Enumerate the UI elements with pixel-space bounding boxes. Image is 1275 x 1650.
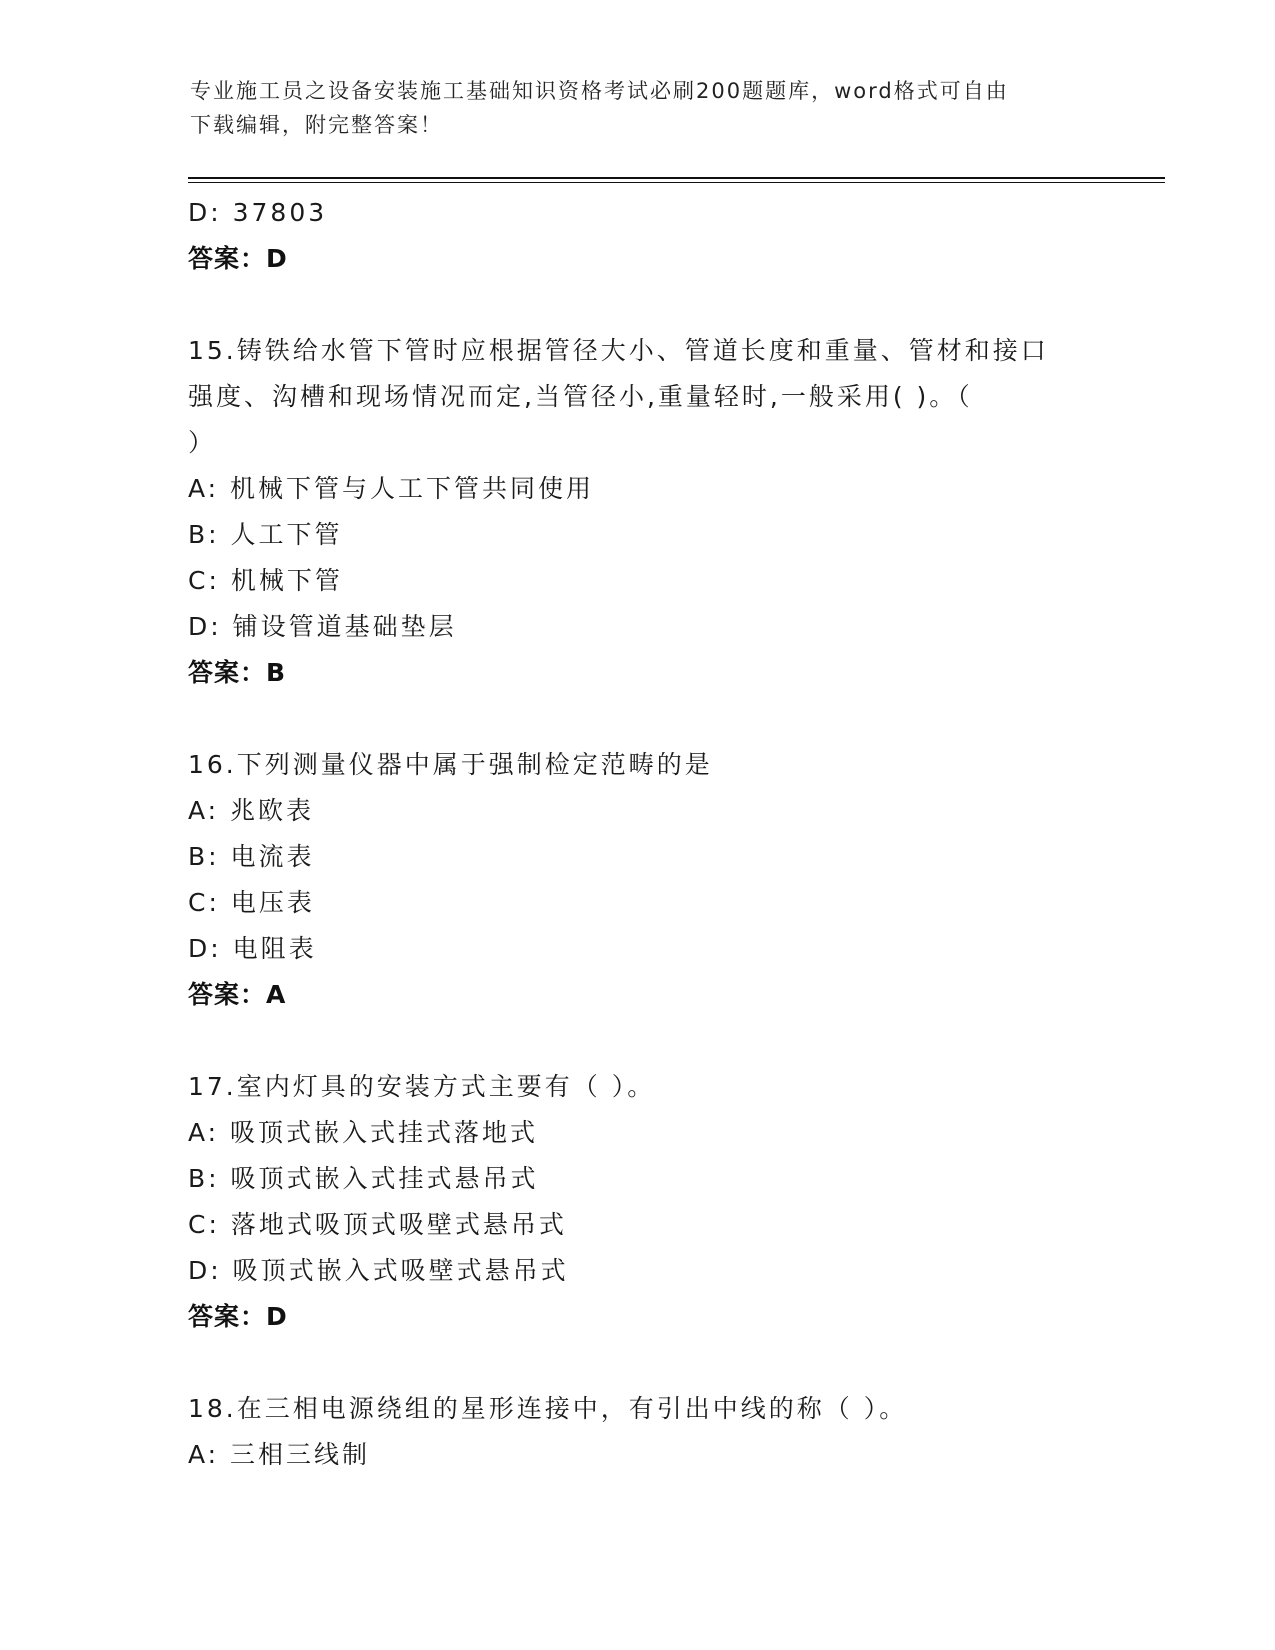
answer: 答案：A [188,980,287,1009]
spacer [188,696,1088,742]
header-line-2: 下载编辑，附完整答案！ [190,113,443,137]
option-c: C: 电压表 [188,888,315,917]
header-rule-thin [188,182,1165,183]
answer: 答案：D [188,244,288,273]
option-d: D: 电阻表 [188,934,317,963]
option-a: A: 三相三线制 [188,1440,371,1469]
question-15 [188,328,1088,696]
question-text-line-3: ） [188,428,217,457]
option-a: A: 吸顶式嵌入式挂式落地式 [188,1118,539,1147]
option-d: D: 吸顶式嵌入式吸壁式悬吊式 [188,1256,569,1285]
option-b: B: 吸顶式嵌入式挂式悬吊式 [188,1164,539,1193]
option-b: B: 电流表 [188,842,315,871]
answer: 答案：D [188,1302,288,1331]
question-text: 17.室内灯具的安装方式主要有（ ）。 [188,1072,656,1101]
question-text: 18.在三相电源绕组的星形连接中，有引出中线的称（ ）。 [188,1394,908,1423]
option-c: C: 机械下管 [188,566,343,595]
question-text: 16.下列测量仪器中属于强制检定范畴的是 [188,750,713,779]
question-text-line-2: 强度、沟槽和现场情况而定,当管径小,重量轻时,一般采用( )。（ [188,382,973,411]
header-line-1: 专业施工员之设备安装施工基础知识资格考试必刷200题题库，word格式可自由 [190,79,1009,103]
question-17 [188,1064,1088,1340]
question-text-line-1: 15.铸铁给水管下管时应根据管径大小、管道长度和重量、管材和接口 [188,336,1049,365]
question-18 [188,1386,1088,1478]
question-14-tail [188,190,1088,282]
option-c: C: 落地式吸顶式吸壁式悬吊式 [188,1210,567,1239]
spacer [188,1340,1088,1386]
spacer [188,1018,1088,1064]
question-list [188,190,1088,1478]
option-d: D: 铺设管道基础垫层 [188,612,457,641]
option-d: D: 37803 [188,198,328,227]
question-16 [188,742,1088,1018]
answer: 答案：B [188,658,287,687]
option-a: A: 机械下管与人工下管共同使用 [188,474,595,503]
option-a: A: 兆欧表 [188,796,315,825]
option-b: B: 人工下管 [188,520,343,549]
document-header [190,74,1080,142]
header-rule-thick [188,177,1165,179]
spacer [188,282,1088,328]
